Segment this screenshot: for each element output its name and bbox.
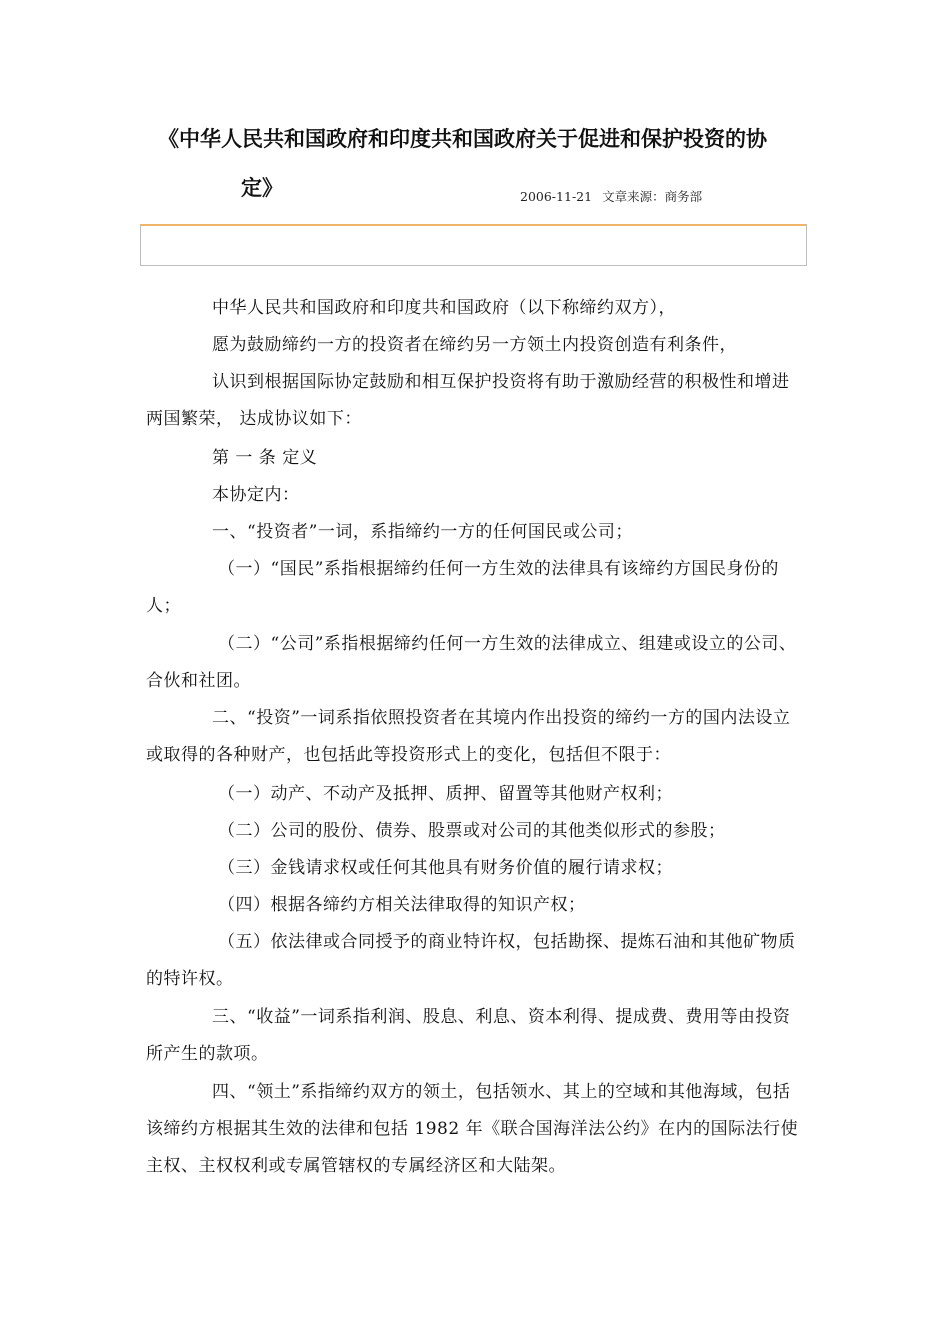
- article-source: 文章来源：商务部: [602, 189, 703, 204]
- article-meta: [520, 187, 708, 205]
- document-title-line-1: 《中华人民共和国政府和印度共和国政府关于促进和保护投资的协: [158, 127, 767, 151]
- definition-returns: 三、“收益”一词系指利润、股息、利息、资本利得、提成费、费用等由投资所产生的款项。: [146, 1007, 791, 1064]
- publish-date: 2006-11-21: [520, 189, 593, 204]
- definition-investor: 一、“投资者”一词，系指缔约一方的任何国民或公司；: [212, 522, 633, 542]
- preamble-parties: 中华人民共和国政府和印度共和国政府（以下称缔约双方），: [212, 298, 676, 318]
- investment-item-5: （五）依法律或合同授予的商业特许权，包括勘探、提炼石油和其他矿物质的特许权。: [146, 932, 796, 989]
- investment-item-1: （一）动产、不动产及抵押、质押、留置等其他财产权利；: [218, 784, 673, 804]
- definition-company: （二）“公司”系指根据缔约任何一方生效的法律成立、组建或设立的公司、合伙和社团。: [146, 634, 797, 691]
- empty-content-box: [140, 224, 807, 266]
- article-1-heading: 第 一 条 定义: [212, 448, 318, 468]
- investment-item-2: （二）公司的股份、债券、股票或对公司的其他类似形式的参股；: [218, 821, 726, 841]
- definition-national: （一）“国民”系指根据缔约任何一方生效的法律具有该缔约方国民身份的人；: [146, 559, 779, 616]
- preamble-purpose: 愿为鼓励缔约一方的投资者在缔约另一方领土内投资创造有利条件，: [212, 335, 737, 355]
- preamble-recognition: 认识到根据国际协定鼓励和相互保护投资将有助于激励经营的积极性和增进两国繁荣， 达成协议如下：: [146, 372, 790, 429]
- investment-item-3: （三）金钱请求权或任何其他具有财务价值的履行请求权；: [218, 858, 673, 878]
- investment-item-4: （四）根据各缔约方相关法律取得的知识产权；: [218, 895, 586, 915]
- document-title-line-2: 定》: [241, 176, 283, 200]
- article-1-intro: 本协定内：: [212, 485, 300, 505]
- definition-territory: 四、“领土”系指缔约双方的领土，包括领水、其上的空域和其他海域，包括该缔约方根据其生效的法律和包括 1982 年《联合国海洋法公约》在内的国际法行使主权、主权权利或专属管辖权的专属经济区和大陆架。: [146, 1082, 799, 1176]
- definition-investment: 二、“投资”一词系指依照投资者在其境内作出投资的缔约一方的国内法设立或取得的各种财产，也包括此等投资形式上的变化，包括但不限于：: [146, 708, 791, 765]
